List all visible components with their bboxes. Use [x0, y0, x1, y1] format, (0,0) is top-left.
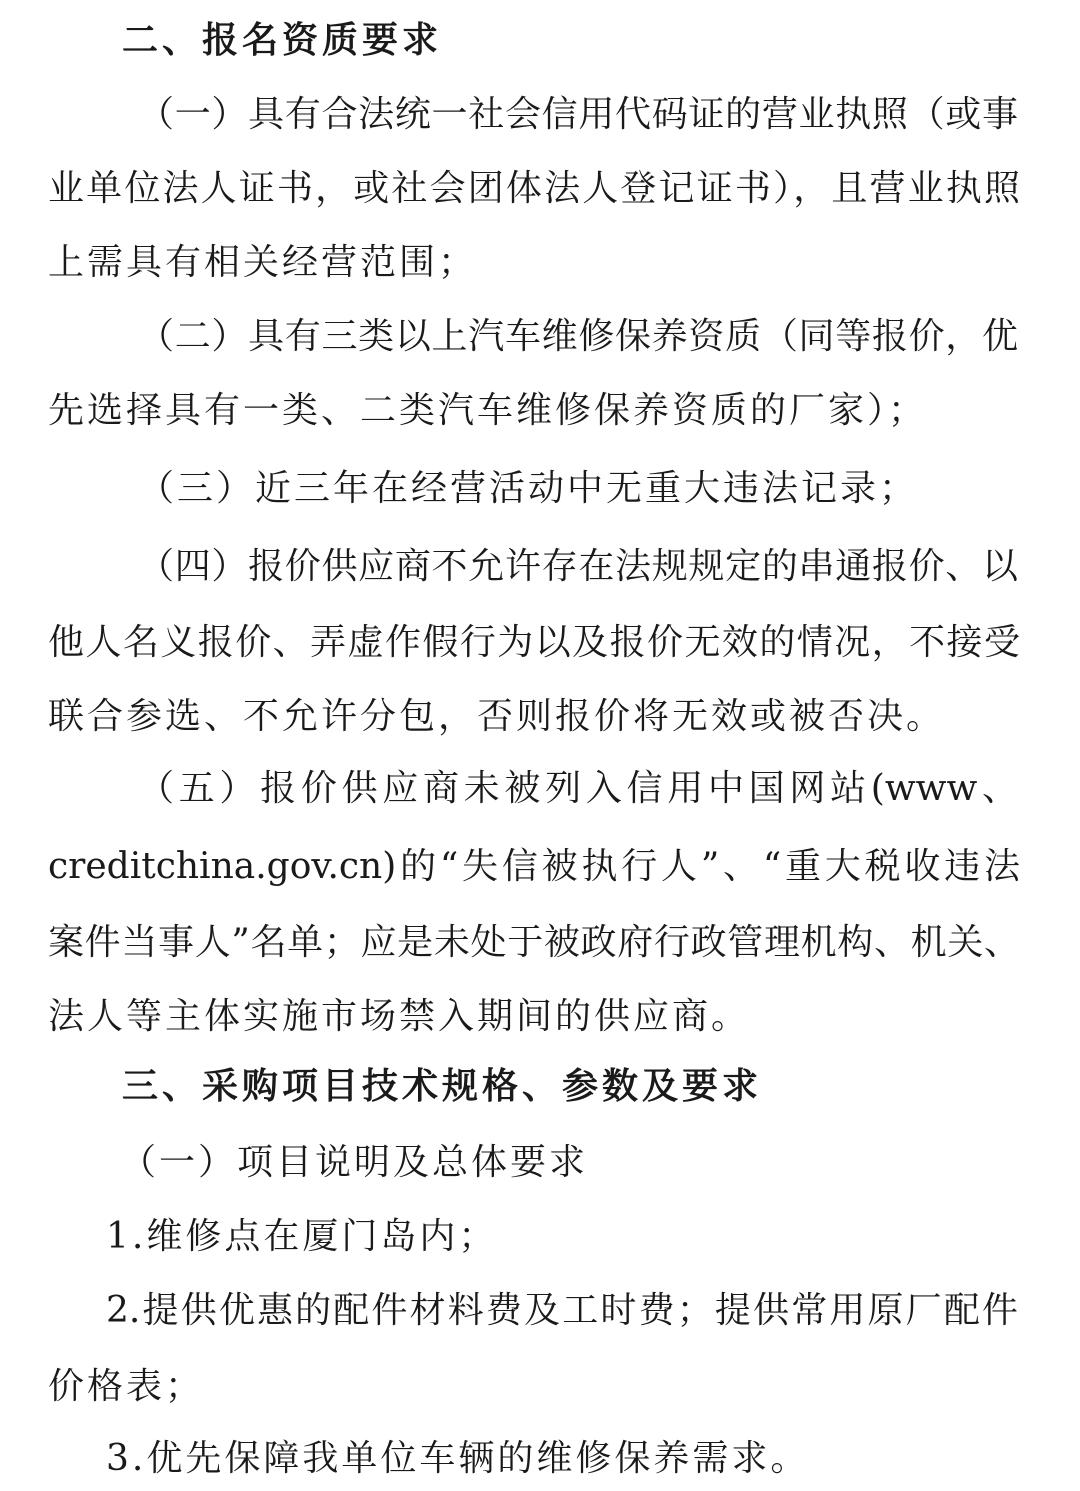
list-item: 2.提供优惠的配件材料费及工时费；提供常用原厂配件 [106, 1290, 1018, 1331]
paragraph-line: 联合参选、不允许分包，否则报价将无效或被否决。 [48, 696, 946, 737]
list-item: 1.维修点在厦门岛内； [106, 1216, 498, 1257]
list-item: 3.优先保障我单位车辆的维修保养需求。 [106, 1438, 810, 1479]
subsection-heading: （一）项目说明及总体要求 [120, 1142, 589, 1183]
paragraph-line: 案件当事人”名单；应是未处于被政府行政管理机构、机关、 [48, 922, 1020, 963]
paragraph-line: （一）具有合法统一社会信用代码证的营业执照（或事 [138, 94, 1018, 135]
paragraph-line: 他人名义报价、弄虚作假行为以及报价无效的情况，不接受 [48, 622, 1020, 663]
paragraph-line: 法人等主体实施市场禁入期间的供应商。 [48, 996, 751, 1037]
paragraph-line: （五）报价供应商未被列入信用中国网站(www、 [138, 768, 1018, 809]
paragraph-line: （二）具有三类以上汽车维修保养资质（同等报价，优 [138, 316, 1018, 357]
paragraph-line: creditchina.gov.cn)的“失信被执行人”、“重大税收违法 [48, 846, 1020, 887]
section-heading-qualifications: 二、报名资质要求 [122, 20, 443, 61]
section-heading-specifications: 三、采购项目技术规格、参数及要求 [122, 1066, 763, 1107]
paragraph-line: 上需具有相关经营范围； [48, 242, 478, 283]
paragraph-line: 价格表； [48, 1366, 205, 1407]
paragraph-line: （四）报价供应商不允许存在法规规定的串通报价、以 [138, 546, 1018, 587]
paragraph-line: 先选择具有一类、二类汽车维修保养资质的厂家）； [48, 390, 928, 431]
paragraph-line: （三）近三年在经营活动中无重大违法记录； [138, 468, 919, 509]
paragraph-line: 业单位法人证书，或社会团体法人登记证书），且营业执照 [48, 168, 1020, 209]
